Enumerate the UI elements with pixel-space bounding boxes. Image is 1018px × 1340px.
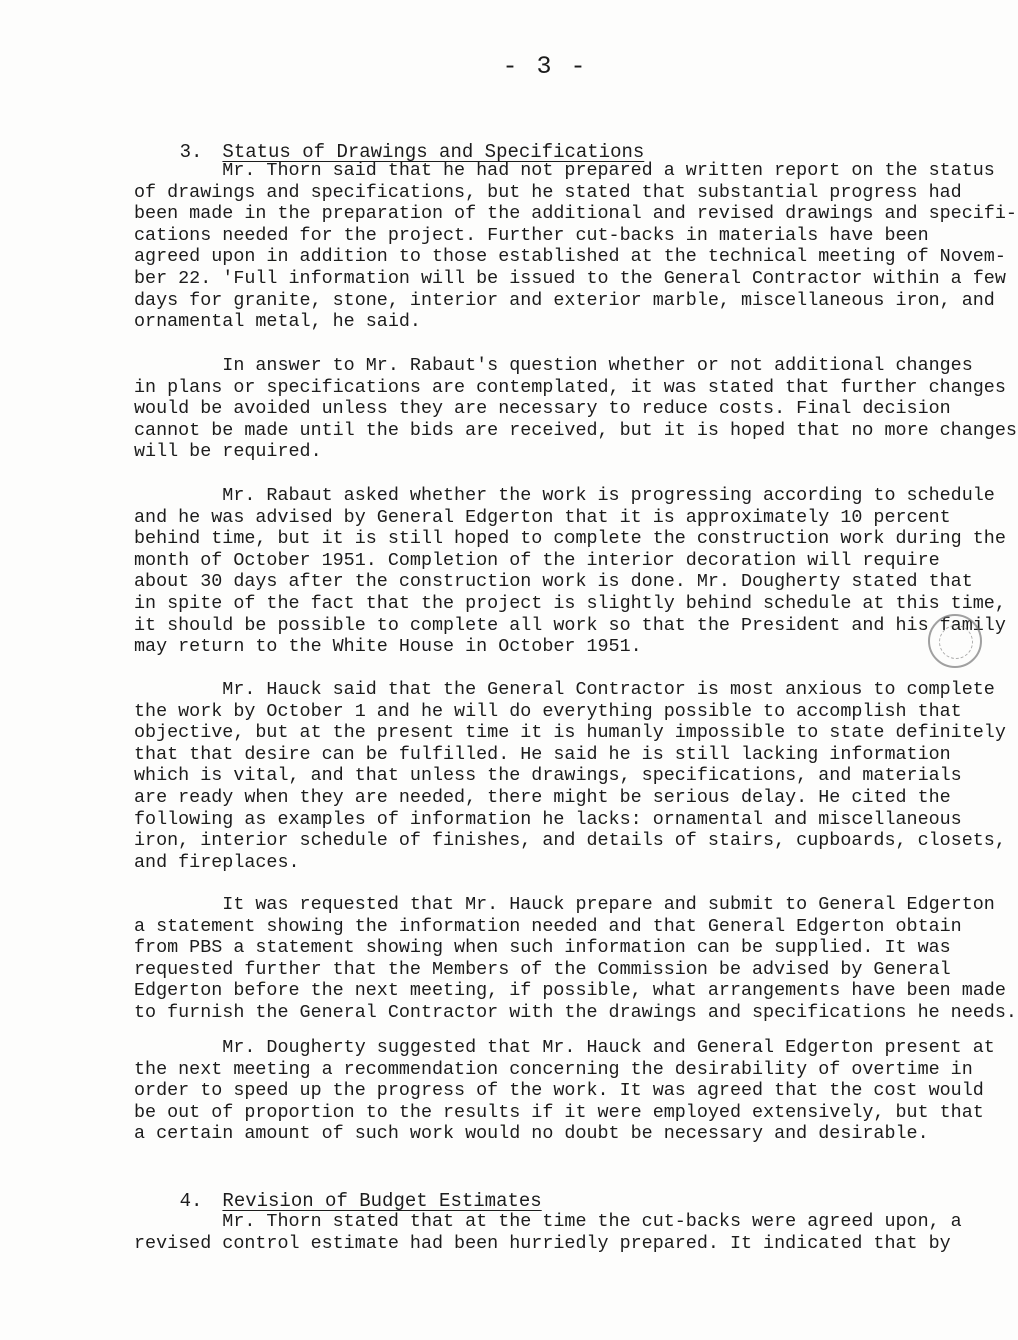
paragraph-information-request [134, 894, 1017, 1024]
text-line: Mr. Dougherty suggested that Mr. Hauck and General Edgerton present at [134, 1037, 995, 1058]
paragraph-plan-changes [134, 355, 1017, 463]
text-line: be out of proportion to the results if it were employed extensively, but that [134, 1101, 984, 1123]
text-line: in spite of the fact that the project is slightly behind schedule at this time, [134, 592, 1006, 614]
paragraph-schedule [134, 485, 1006, 658]
text-line: ornamental metal, he said. [134, 311, 421, 333]
section-title: Revision of Budget Estimates [222, 1190, 542, 1212]
text-line: it should be possible to complete all work so that the President and his family [134, 614, 1006, 636]
text-line: of drawings and specifications, but he stated that substantial progress had [134, 181, 962, 203]
text-line: which is vital, and that unless the drawings, specifications, and materials [134, 765, 962, 787]
text-line: order to speed up the progress of the work. It was agreed that the cost would [134, 1080, 984, 1102]
text-line: would be avoided unless they are necessary to reduce costs. Final decision [134, 398, 951, 420]
text-line: to furnish the General Contractor with the drawings and specifications he needs. [134, 1001, 1017, 1023]
text-line: agreed upon in addition to those established at the technical meeting of Novem- [134, 246, 1006, 268]
text-line: from PBS a statement showing when such information can be supplied. It was [134, 937, 951, 959]
text-line: are ready when they are needed, there might be serious delay. He cited the [134, 786, 951, 808]
text-line: may return to the White House in October 1951. [134, 636, 642, 658]
paragraph-overtime [134, 1037, 994, 1145]
paragraph-budget [134, 1211, 994, 1254]
text-line: and fireplaces. [134, 851, 300, 873]
text-line: iron, interior schedule of finishes, and details of stairs, cupboards, closets, [134, 830, 1006, 852]
text-line: Mr. Rabaut asked whether the work is progressing according to schedule [134, 485, 995, 506]
text-line: the next meeting a recommendation concerning the desirability of overtime in [134, 1058, 973, 1080]
text-line: In answer to Mr. Rabaut's question whether or not additional changes [134, 355, 973, 376]
text-line: Mr. Thorn said that he had not prepared a written report on the status [134, 160, 995, 181]
text-line: about 30 days after the construction work is done. Mr. Dougherty stated that [134, 571, 973, 593]
text-line: cannot be made until the bids are received, but it is hoped that no more changes [134, 419, 1017, 441]
text-line: month of October 1951. Completion of the interior decoration will require [134, 549, 940, 571]
text-line: been made in the preparation of the additional and revised drawings and specifi- [134, 203, 1017, 225]
section-number: 4. [179, 1190, 203, 1212]
text-line: Edgerton before the next meeting, if possible, what arrangements have been made [134, 980, 1006, 1002]
text-line: ber 22. 'Full information will be issued to the General Contractor within a few [134, 267, 1006, 289]
text-line: cations needed for the project. Further cut-backs in materials have been [134, 224, 929, 246]
section-title: Status of Drawings and Specifications [222, 141, 645, 163]
text-line: the work by October 1 and he will do everything possible to accomplish that [134, 700, 962, 722]
archive-stamp-seal [928, 614, 982, 668]
text-line: Mr. Hauck said that the General Contractor is most anxious to complete [134, 679, 995, 700]
paragraph-contractor [134, 679, 1006, 873]
page-number: - 3 - [502, 52, 588, 81]
text-line: revised control estimate had been hurriedly prepared. It indicated that by [134, 1232, 951, 1254]
paragraph-drawings-status [134, 160, 1017, 333]
text-line: a statement showing the information needed and that General Edgerton obtain [134, 915, 962, 937]
text-line: that that desire can be fulfilled. He said he is still lacking information [134, 743, 951, 765]
section-number: 3. [179, 141, 203, 163]
text-line: requested further that the Members of the Commission be advised by General [134, 958, 951, 980]
text-line: behind time, but it is still hoped to complete the construction work during the [134, 528, 1006, 550]
text-line: and he was advised by General Edgerton that it is approximately 10 percent [134, 506, 951, 528]
text-line: objective, but at the present time it is humanly impossible to state definitely [134, 722, 1006, 744]
text-line: following as examples of information he lacks: ornamental and miscellaneous [134, 808, 962, 830]
text-line: will be required. [134, 441, 322, 463]
text-line: It was requested that Mr. Hauck prepare and submit to General Edgerton [134, 894, 995, 915]
text-line: in plans or specifications are contemplated, it was stated that further changes [134, 376, 1006, 398]
text-line: days for granite, stone, interior and exterior marble, miscellaneous iron, and [134, 289, 995, 311]
text-line: a certain amount of such work would no doubt be necessary and desirable. [134, 1123, 929, 1145]
text-line: Mr. Thorn stated that at the time the cut-backs were agreed upon, a [134, 1211, 962, 1232]
